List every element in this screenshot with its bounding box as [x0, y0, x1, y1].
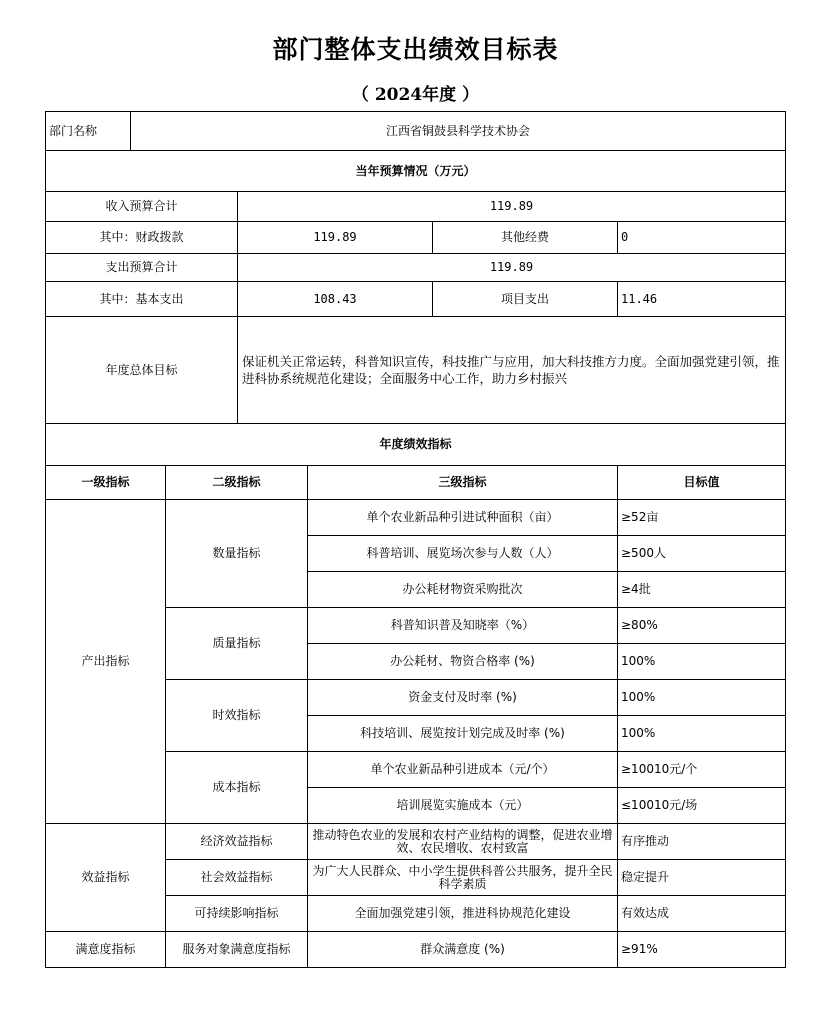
indicator-cell: 办公耗材物资采购批次 [308, 572, 618, 608]
indicator-cell: 培训展览实施成本（元） [308, 788, 618, 824]
indicator-cell: 单个农业新品种引进试种面积（亩） [308, 500, 618, 536]
target-cell: ≥91% [618, 932, 786, 968]
budget-header-row [46, 151, 786, 192]
income-value: 119.89 [238, 192, 786, 222]
indicator-cell: 推动特色农业的发展和农村产业结构的调整，促进农业增效、农民增收、农村致富 [308, 824, 618, 860]
goal-label: 年度总体目标 [46, 317, 238, 424]
col-target: 目标值 [618, 466, 786, 500]
target-cell: 100% [618, 644, 786, 680]
cost-indicator: 成本指标 [166, 752, 308, 824]
target-cell: ≥52亩 [618, 500, 786, 536]
dept-row [46, 112, 786, 151]
social-indicator: 社会效益指标 [166, 860, 308, 896]
indicator-cell: 办公耗材、物资合格率 (%) [308, 644, 618, 680]
dept-label: 部门名称 [46, 112, 131, 151]
basic-value: 108.43 [238, 282, 433, 317]
indicator-cell: 群众满意度 (%) [308, 932, 618, 968]
fiscal-row [46, 222, 786, 254]
fiscal-value: 119.89 [238, 222, 433, 254]
perf-column-headers [46, 466, 786, 500]
basic-row [46, 282, 786, 317]
target-cell: 100% [618, 716, 786, 752]
performance-table [45, 111, 786, 968]
indicator-cell: 全面加强党建引领，推进科协规范化建设 [308, 896, 618, 932]
perf-header: 年度绩效指标 [46, 424, 786, 466]
output-indicator: 产出指标 [46, 500, 166, 824]
benefit-indicator: 效益指标 [46, 824, 166, 932]
target-cell: ≥4批 [618, 572, 786, 608]
timeliness-indicator: 时效指标 [166, 680, 308, 752]
target-cell: 稳定提升 [618, 860, 786, 896]
indicator-cell: 科普知识普及知晓率（%） [308, 608, 618, 644]
indicator-cell: 单个农业新品种引进成本（元/个） [308, 752, 618, 788]
expense-value: 119.89 [238, 254, 786, 282]
year-subtitle: （ 2024年度 ） [351, 85, 480, 105]
perf-header-row [46, 424, 786, 466]
quality-indicator: 质量指标 [166, 608, 308, 680]
goal-row [46, 317, 786, 424]
table-row [46, 932, 786, 968]
basic-label: 其中：基本支出 [46, 282, 238, 317]
project-value: 11.46 [618, 282, 786, 317]
budget-header: 当年预算情况（万元） [46, 151, 786, 192]
indicator-cell: 科普培训、展览场次参与人数（人） [308, 536, 618, 572]
economic-indicator: 经济效益指标 [166, 824, 308, 860]
target-cell: ≥10010元/个 [618, 752, 786, 788]
quantity-indicator: 数量指标 [166, 500, 308, 608]
expense-label: 支出预算合计 [46, 254, 238, 282]
target-cell: ≥500人 [618, 536, 786, 572]
fiscal-label: 其中：财政拨款 [46, 222, 238, 254]
income-label: 收入预算合计 [46, 192, 238, 222]
target-cell: 100% [618, 680, 786, 716]
target-cell: ≥80% [618, 608, 786, 644]
indicator-cell: 为广大人民群众、中小学生提供科普公共服务，提升全民科学素质 [308, 860, 618, 896]
page-title: 部门整体支出绩效目标表 [272, 35, 559, 64]
table-row [46, 824, 786, 860]
dept-value: 江西省铜鼓县科学技术协会 [131, 112, 786, 151]
project-label: 项目支出 [433, 282, 618, 317]
income-row [46, 192, 786, 222]
goal-text: 保证机关正常运转，科普知识宣传，科技推广与应用，加大科技推方力度。全面加强党建引领，推进科协系统规范化建设；全面服务中心工作，助力乡村振兴 [238, 317, 786, 424]
col-level1: 一级指标 [46, 466, 166, 500]
target-cell: ≤10010元/场 [618, 788, 786, 824]
col-level2: 二级指标 [166, 466, 308, 500]
other-value: 0 [618, 222, 786, 254]
target-cell: 有序推动 [618, 824, 786, 860]
indicator-cell: 资金支付及时率 (%) [308, 680, 618, 716]
target-cell: 有效达成 [618, 896, 786, 932]
col-level3: 三级指标 [308, 466, 618, 500]
service-indicator: 服务对象满意度指标 [166, 932, 308, 968]
satisfaction-indicator: 满意度指标 [46, 932, 166, 968]
indicator-cell: 科技培训、展览按计划完成及时率 (%) [308, 716, 618, 752]
other-label: 其他经费 [433, 222, 618, 254]
sustain-indicator: 可持续影响指标 [166, 896, 308, 932]
expense-row [46, 254, 786, 282]
table-row [46, 500, 786, 536]
